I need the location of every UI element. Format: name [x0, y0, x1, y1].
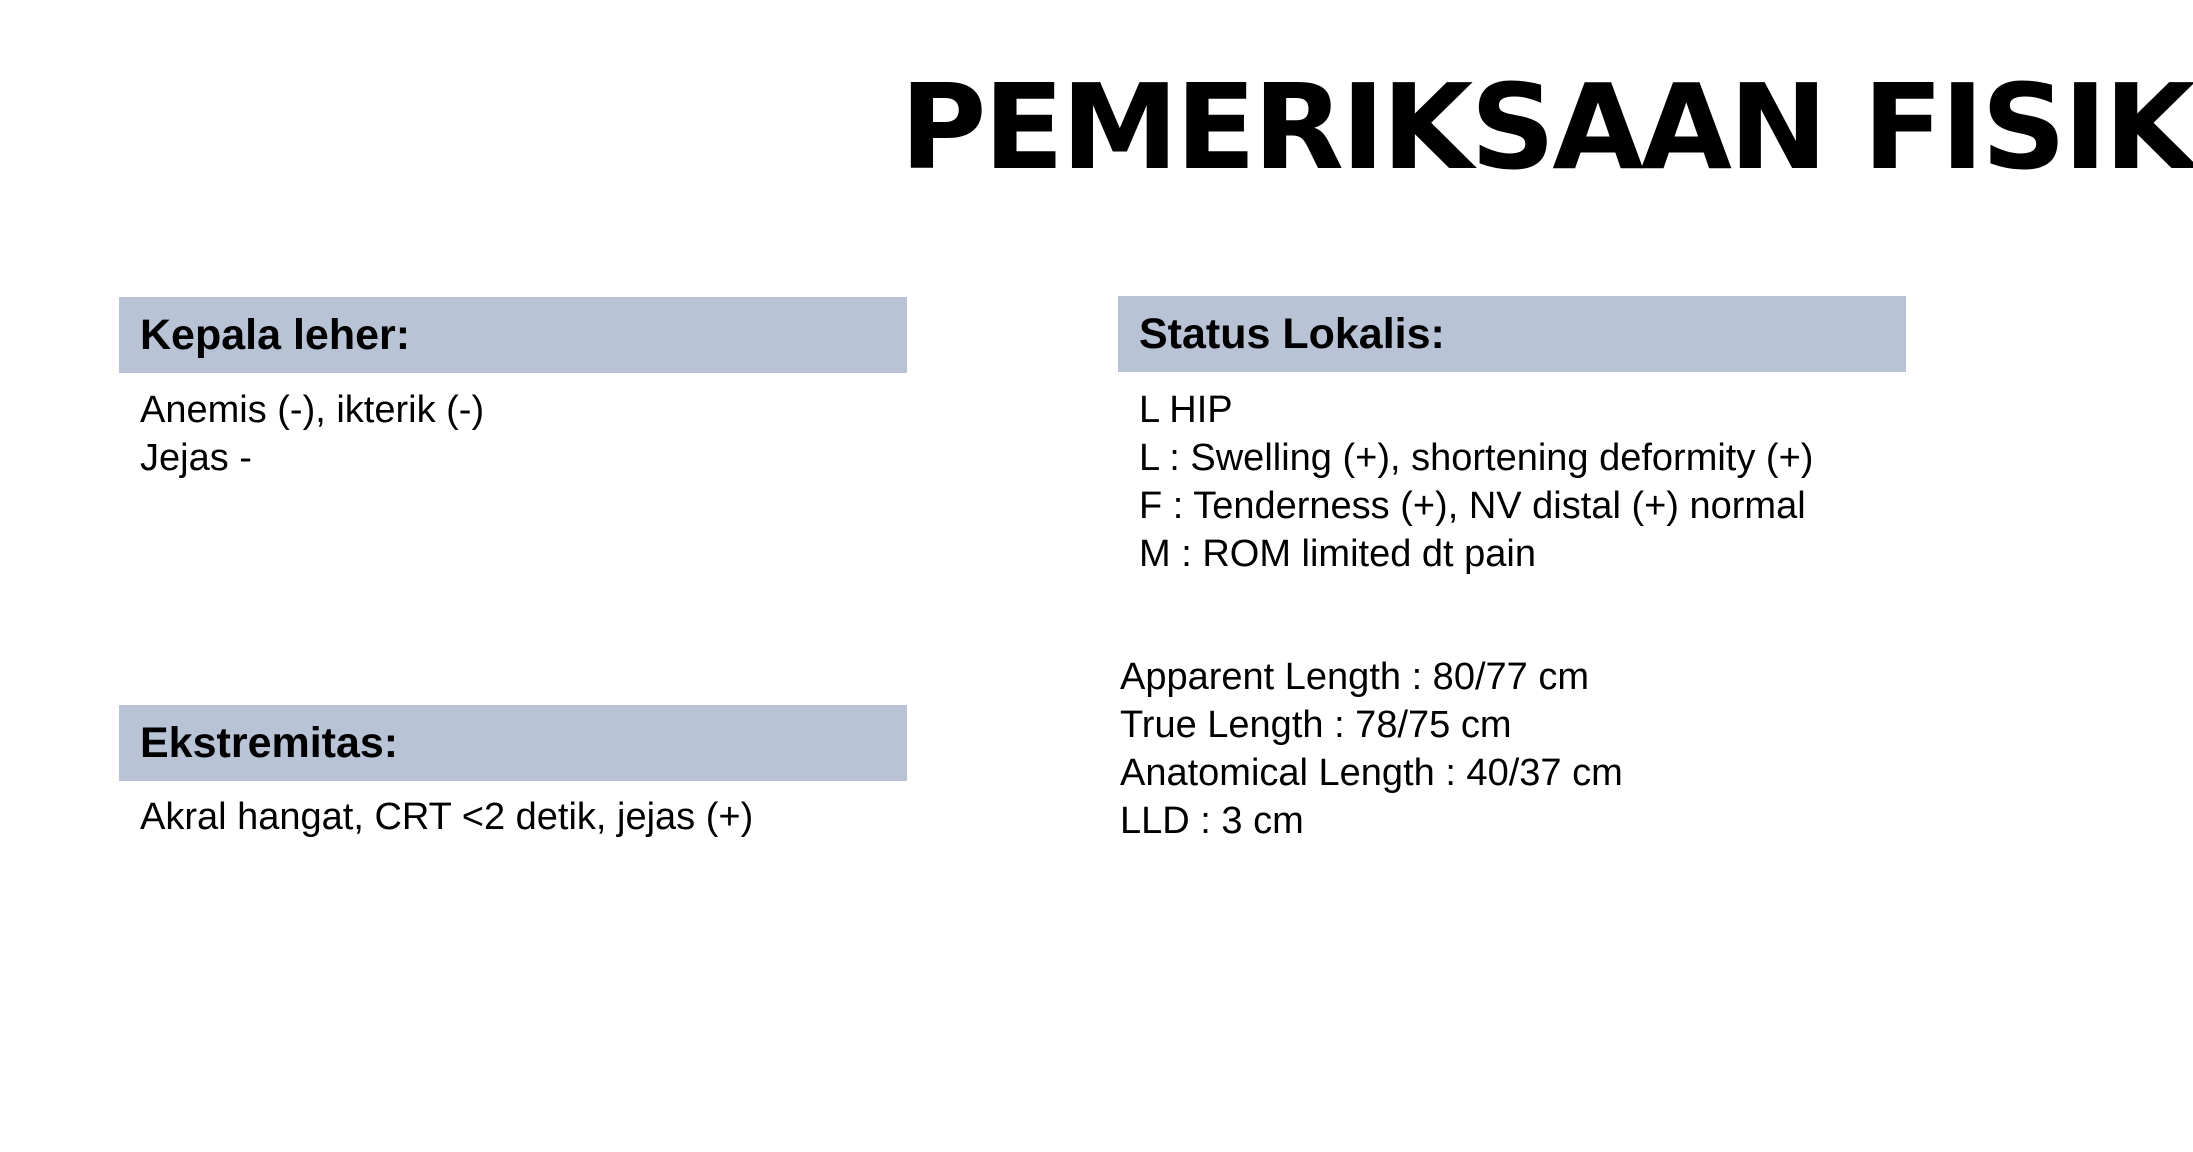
text-line: F : Tenderness (+), NV distal (+) normal [1139, 485, 1806, 527]
page-title: PEMERIKSAAN FISIK [900, 58, 2193, 196]
text-line: Anemis (-), ikterik (-) [140, 389, 485, 431]
text-line: True Length : 78/75 cm [1120, 704, 1512, 746]
length-measurements [1120, 653, 1623, 845]
text-line: Akral hangat, CRT <2 detik, jejas (+) [140, 796, 754, 838]
section-header-label: Kepala leher: [140, 310, 411, 359]
text-line: M : ROM limited dt pain [1139, 533, 1536, 575]
text-line: L HIP [1139, 389, 1233, 431]
text-line: L : Swelling (+), shortening deformity (+) [1139, 437, 1814, 479]
section-body-kepala-leher [140, 386, 484, 482]
section-body-status-lokalis [1139, 386, 1813, 578]
section-header-ekstremitas [119, 705, 907, 781]
section-body-ekstremitas [140, 793, 753, 841]
text-line: Anatomical Length : 40/37 cm [1120, 752, 1623, 794]
section-header-status-lokalis [1118, 296, 1906, 372]
text-line: Apparent Length : 80/77 cm [1120, 656, 1589, 698]
section-header-label: Status Lokalis: [1139, 309, 1445, 358]
text-line: LLD : 3 cm [1120, 800, 1304, 842]
section-header-kepala-leher [119, 297, 907, 373]
text-line: Jejas - [140, 437, 252, 479]
section-header-label: Ekstremitas: [140, 718, 399, 767]
